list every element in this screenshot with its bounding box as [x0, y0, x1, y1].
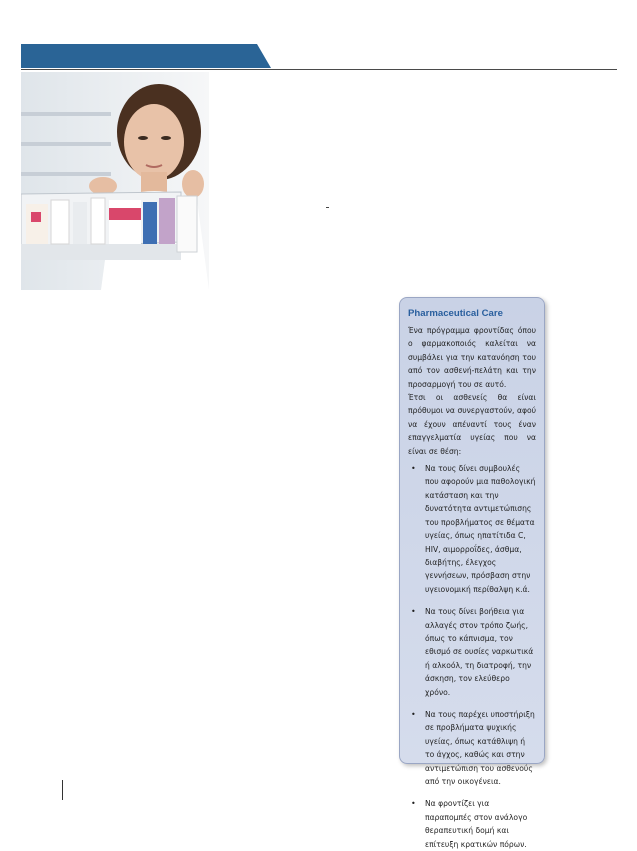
header-rule	[21, 69, 617, 70]
pharmacist-photo	[21, 72, 209, 290]
bullet-icon: •	[411, 709, 416, 719]
sidebar-title: Pharmaceutical Care	[408, 308, 503, 319]
chapter-header-tab	[21, 44, 271, 68]
bullet-icon: •	[411, 607, 416, 617]
list-item: • Να φροντίζει για παραπομπές στον ανάλογο θεραπευτική δομή και επίτευξη κρατικών πόρων.	[411, 799, 528, 849]
sidebar-list	[408, 462, 536, 851]
stray-mark	[326, 207, 329, 208]
pharmaceutical-care-box	[399, 297, 545, 849]
bullet-icon: •	[411, 464, 416, 474]
list-item: • Να τους παρέχει υποστήριξη σε προβλήματα ψυχικής υγείας, όπως κατάθλιψη ή το άγχος, καθώς και στην αντιμετώπιση του ασθενούς από την οικογένεια.	[411, 709, 535, 786]
sidebar-intro: Ένα πρόγραμμα φροντίδας όπου ο φαρμακοποιός καλείται να συμβάλει για την κατανόηση του από τον ασθενή-πελάτη και την προσαρμογή του σε αυτό.	[408, 326, 536, 389]
bullet-icon: •	[411, 799, 416, 809]
page-margin-mark	[62, 780, 63, 800]
list-item: • Να τους δίνει συμβουλές που αφορούν μια παθολογική κατάσταση και την δυνατότητα αντιμετώπισης του προβλήματος σε θέματα υγείας, όπως ηπατίτιδα C, HIV, αιμορροΐδες, άσθμα, διαβήτης, έλεγχος γεννήσεων, πρόσβαση στην υγειονομική περίθαλψη κ.ά.	[411, 464, 536, 594]
sidebar-lead: Έτσι οι ασθενείς θα είναι πρόθυμοι να συνεργαστούν, αφού να έχουν απέναντί τους έναν επαγγελματία υγείας που να είναι σε θέση:	[408, 393, 536, 456]
list-item: • Να τους δίνει βοήθεια για αλλαγές στον τρόπο ζωής, όπως το κάπνισμα, τον εθισμό σε ουσίες ναρκωτικά ή αλκοόλ, τη διατροφή, την άσκηση, τον ελεύθερο χρόνο.	[411, 607, 534, 697]
